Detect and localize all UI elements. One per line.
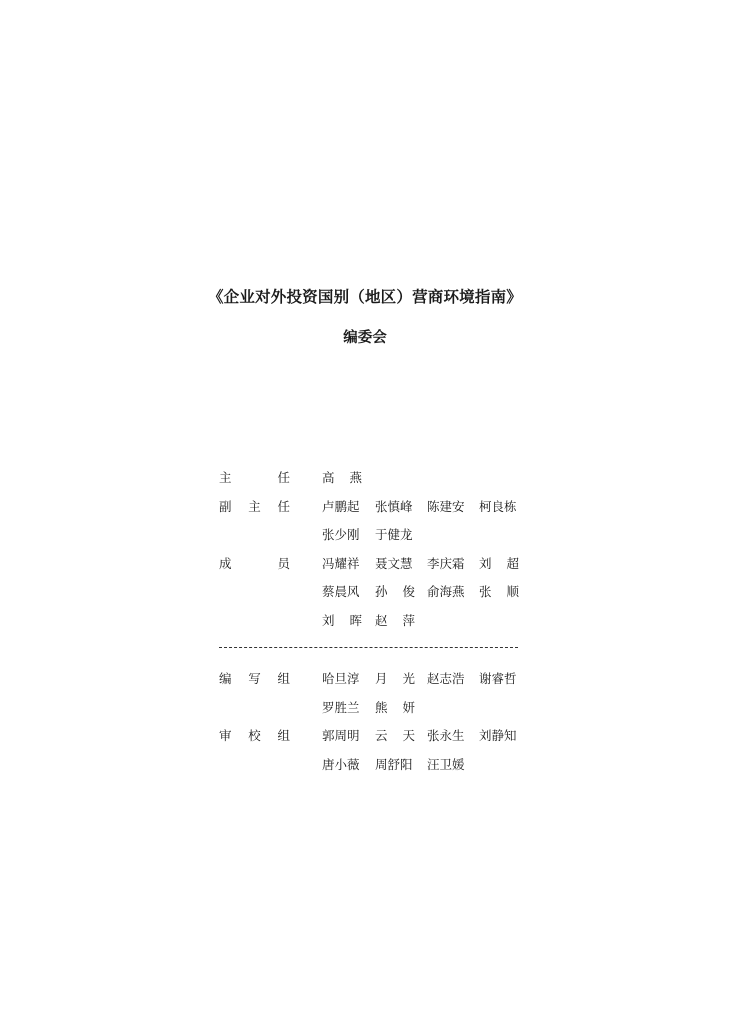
role-char: 任 (277, 470, 290, 485)
name-char: 熊 (375, 699, 388, 715)
role-label (219, 726, 290, 744)
member-name (479, 582, 519, 600)
member-name: 张永生 (427, 728, 465, 743)
role-label (219, 669, 290, 687)
member-name: 卢鹏起 (322, 498, 360, 514)
member-name: 李庆霜 (427, 555, 465, 571)
member-name (479, 554, 519, 572)
name-char: 月 (375, 671, 388, 686)
member-name: 赵志浩 (427, 671, 465, 686)
name-char: 高 (322, 470, 335, 485)
member-name: 刘静知 (479, 728, 517, 743)
name-char: 妍 (402, 699, 415, 715)
member-name: 唐小薇 (322, 756, 360, 772)
name-char: 光 (402, 671, 415, 686)
member-name (375, 582, 415, 600)
member-name (375, 669, 415, 687)
role-char: 审 (219, 728, 232, 743)
member-name: 柯良栋 (479, 498, 517, 514)
member-name: 蔡晨风 (322, 584, 360, 599)
member-name: 陈建安 (427, 498, 465, 514)
member-name (375, 726, 415, 744)
member-name: 周舒阳 (375, 756, 413, 772)
role-label (219, 554, 290, 572)
member-name: 冯耀祥 (322, 555, 360, 571)
name-char: 刘 (479, 555, 492, 571)
name-char: 孙 (375, 584, 388, 599)
member-name: 张少刚 (322, 527, 360, 542)
member-name: 于健龙 (375, 527, 413, 542)
role-char: 主 (248, 498, 261, 514)
member-name (322, 611, 362, 629)
member-name: 罗胜兰 (322, 699, 360, 715)
member-name: 汪卫媛 (427, 756, 465, 772)
member-name: 俞海燕 (427, 584, 465, 599)
member-name (375, 611, 415, 629)
member-name: 聂文慧 (375, 555, 413, 571)
role-char: 组 (277, 728, 290, 743)
role-char: 成 (219, 555, 232, 571)
page-subtitle: 编委会 (343, 330, 387, 346)
role-char: 组 (277, 671, 290, 686)
page-title: 《企业对外投资国别（地区）营商环境指南》 (207, 288, 522, 306)
role-label (219, 497, 290, 515)
member-name (322, 468, 362, 486)
role-char: 员 (277, 555, 290, 571)
name-char: 天 (402, 728, 415, 743)
member-name: 谢睿哲 (479, 671, 517, 686)
role-char: 副 (219, 498, 232, 514)
role-char: 写 (248, 671, 261, 686)
name-char: 顺 (506, 584, 519, 599)
member-name: 郭周明 (322, 728, 360, 743)
member-name (375, 698, 415, 716)
section-divider (219, 647, 518, 648)
role-char: 主 (219, 470, 232, 485)
member-name: 哈旦淳 (322, 671, 360, 686)
name-char: 刘 (322, 612, 335, 628)
role-char: 编 (219, 671, 232, 686)
role-char: 校 (248, 728, 261, 743)
name-char: 俊 (402, 584, 415, 599)
name-char: 萍 (402, 612, 415, 628)
role-label (219, 468, 290, 486)
role-char: 任 (277, 498, 290, 514)
name-char: 燕 (349, 470, 362, 485)
name-char: 晖 (349, 612, 362, 628)
name-char: 云 (375, 728, 388, 743)
name-char: 张 (479, 584, 492, 599)
name-char: 赵 (375, 612, 388, 628)
name-char: 超 (506, 555, 519, 571)
member-name: 张慎峰 (375, 498, 413, 514)
